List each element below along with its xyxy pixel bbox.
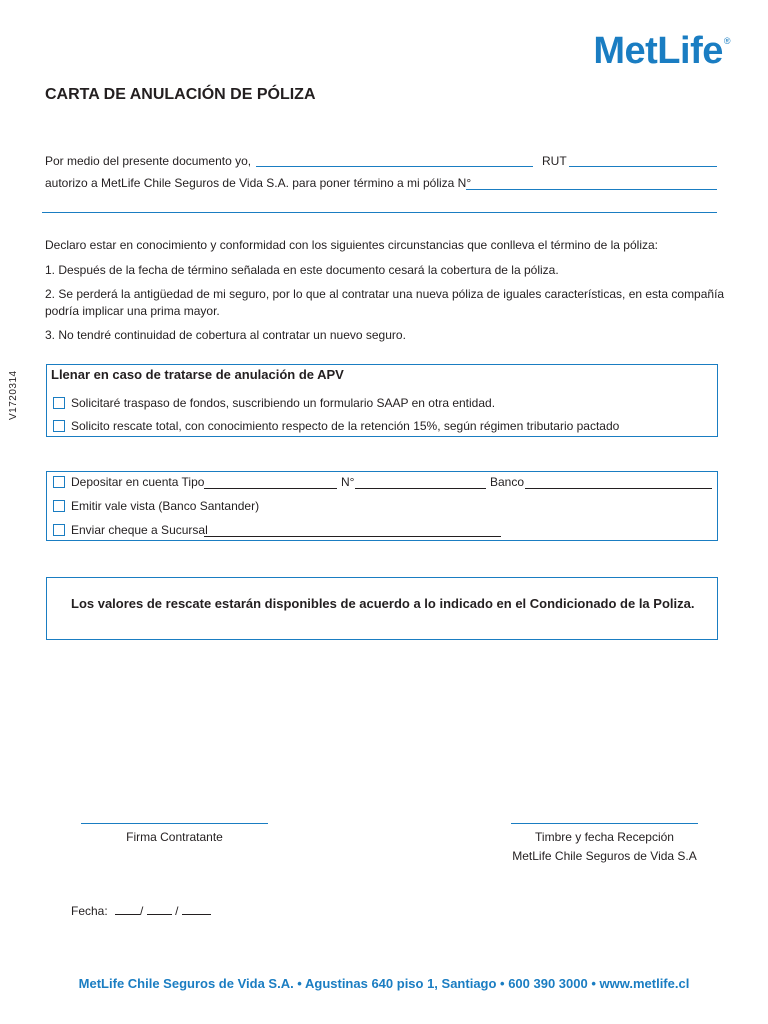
metlife-logo [593, 30, 730, 73]
rescue-notice: Los valores de rescate estarán disponibles de acuerdo a lo indicado en el Condicionado de la Poliza. [71, 596, 695, 611]
payment-option-cheque[interactable] [53, 523, 208, 537]
section-divider [42, 212, 717, 213]
checkbox[interactable] [53, 476, 65, 488]
contractor-signature-label: Firma Contratante [126, 830, 223, 844]
logo-text: MetLife [593, 30, 723, 72]
date-row [71, 902, 211, 918]
checkbox[interactable] [53, 397, 65, 409]
date-separator: / [140, 904, 144, 918]
rut-label: RUT [542, 154, 567, 168]
declaration-item-2b: podría implicar una prima mayor. [45, 304, 220, 318]
policy-number-field[interactable] [466, 189, 717, 190]
branch-field[interactable] [204, 536, 501, 537]
account-number-field[interactable] [355, 488, 486, 489]
name-field[interactable] [256, 166, 533, 167]
reception-stamp-label-2: MetLife Chile Seguros de Vida S.A [512, 849, 697, 863]
intro-line2-prefix: autorizo a MetLife Chile Seguros de Vida S.A. para poner término a mi póliza N° [45, 176, 472, 190]
declaration-lead: Declaro estar en conocimiento y conformidad con los siguientes circunstancias que conlleva el término de la póliza: [45, 238, 658, 252]
registered-mark: ® [723, 36, 730, 46]
number-label: N° [341, 475, 355, 489]
page-title: CARTA DE ANULACIÓN DE PÓLIZA [45, 86, 316, 103]
apv-heading: Llenar en caso de tratarse de anulación de APV [51, 367, 344, 382]
apv-option-total-rescue-label: Solicito rescate total, con conocimiento respecto de la retención 15%, según régimen tributario pactado [71, 419, 620, 433]
apv-box [46, 364, 718, 437]
rut-field[interactable] [569, 166, 717, 167]
date-month-field[interactable] [147, 902, 172, 915]
contractor-signature-line[interactable] [81, 823, 268, 824]
declaration-item-3: 3. No tendré continuidad de cobertura al contratar un nuevo seguro. [45, 328, 406, 342]
date-year-field[interactable] [182, 902, 211, 915]
reception-stamp-label-1: Timbre y fecha Recepción [535, 830, 674, 844]
checkbox[interactable] [53, 524, 65, 536]
bank-label: Banco [490, 475, 525, 489]
vale-vista-label: Emitir vale vista (Banco Santander) [71, 499, 260, 513]
bank-field[interactable] [525, 488, 712, 489]
date-separator: / [175, 904, 179, 918]
footer-contact: MetLife Chile Seguros de Vida S.A. • Agustinas 640 piso 1, Santiago • 600 390 3000 • www.metlife.cl [78, 976, 690, 991]
account-type-field[interactable] [204, 488, 337, 489]
cheque-label: Enviar cheque a Sucursal [71, 523, 208, 537]
apv-option-transfer-label: Solicitaré traspaso de fondos, suscribiendo un formulario SAAP en otra entidad. [71, 396, 496, 410]
date-label: Fecha: [71, 904, 108, 918]
apv-option-total-rescue[interactable] [53, 419, 619, 433]
declaration-item-2a: 2. Se perderá la antigüedad de mi seguro, por lo que al contratar una nueva póliza de iguales características, en esta compañía [45, 287, 725, 301]
notice-box [46, 577, 718, 640]
declaration-item-1: 1. Después de la fecha de término señalada en este documento cesará la cobertura de la póliza. [45, 263, 559, 277]
checkbox[interactable] [53, 500, 65, 512]
reception-stamp-line[interactable] [511, 823, 698, 824]
date-day-field[interactable] [115, 902, 140, 915]
payment-box [46, 471, 718, 541]
apv-option-transfer[interactable] [53, 396, 495, 410]
deposit-label: Depositar en cuenta Tipo [71, 475, 205, 489]
checkbox[interactable] [53, 420, 65, 432]
payment-option-vale-vista[interactable] [53, 499, 259, 513]
intro-line1-prefix: Por medio del presente documento yo, [45, 154, 252, 168]
payment-option-deposit[interactable] [53, 475, 204, 489]
side-code: V1720314 [8, 370, 19, 420]
